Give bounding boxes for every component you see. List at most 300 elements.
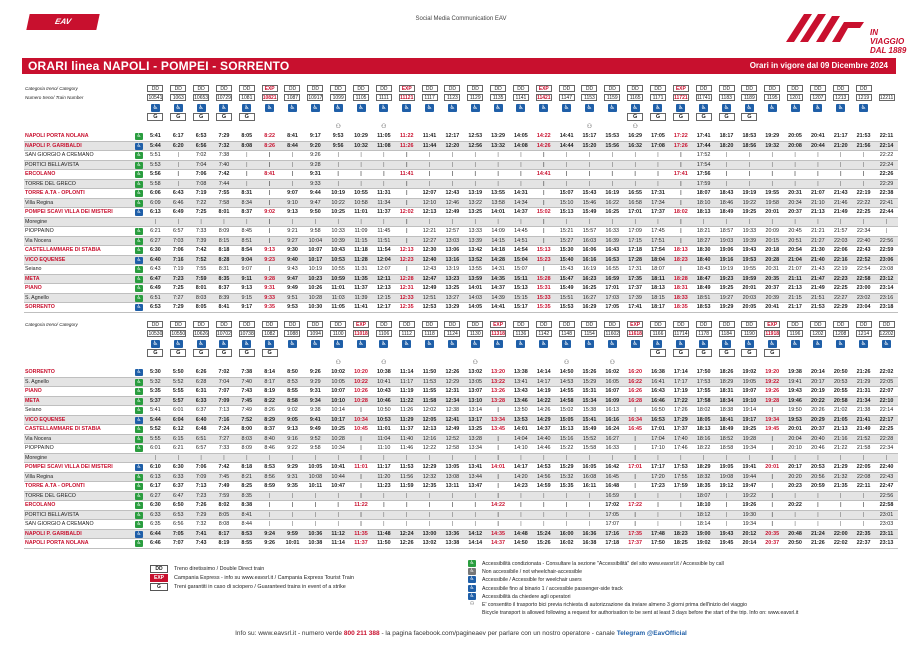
station-name: POMPEI SCAVI VILLA DEI MISTERI <box>24 463 134 473</box>
departure-time: 9:17 <box>304 132 327 142</box>
departure-time: 10:44 <box>327 472 350 482</box>
accessibility-cell <box>578 103 601 113</box>
departure-time: | <box>327 160 350 170</box>
category-value: DD <box>444 321 460 328</box>
departure-time: 15:11 <box>510 274 533 284</box>
wheelchair-icon: ♿ <box>838 340 844 347</box>
departure-time: 8:55 <box>281 387 304 397</box>
legend-item <box>468 560 888 568</box>
departure-time: 15:07 <box>555 189 578 199</box>
departure-time: 8:41 <box>213 303 236 313</box>
wheelchair-icon: ♿ <box>563 340 570 347</box>
departure-time: 12:02 <box>395 208 418 218</box>
wheelchair-icon: ♿ <box>563 104 570 111</box>
departure-time: 14:50 <box>510 539 533 549</box>
departure-time: 12:41 <box>441 415 464 425</box>
departure-time: 23:03 <box>875 520 898 530</box>
departure-time: 7:45 <box>235 396 258 406</box>
departure-time: 18:02 <box>692 406 715 416</box>
departure-time: 19:43 <box>738 246 761 256</box>
category-cell <box>487 320 510 330</box>
train-number-cell <box>624 94 647 104</box>
departure-time: 13:00 <box>418 529 441 539</box>
departure-time: 16:16 <box>601 415 624 425</box>
departure-time: | <box>441 179 464 189</box>
accessibility-cell <box>304 103 327 113</box>
departure-time: 10:41 <box>372 377 395 387</box>
departure-time: 7:13 <box>213 406 236 416</box>
guaranteed-cell <box>258 349 281 359</box>
bike-cell <box>350 358 373 368</box>
category-value: DD <box>833 321 849 328</box>
station-name: SAN GIORGIO A CREMANO <box>24 520 134 530</box>
departure-time: 5:35 <box>144 387 167 397</box>
departure-time: | <box>464 160 487 170</box>
category-cell <box>669 320 692 330</box>
departure-time: | <box>852 179 875 189</box>
guaranteed-cell <box>761 113 784 123</box>
departure-time: 8:37 <box>235 208 258 218</box>
departure-time: | <box>395 265 418 275</box>
accessibility-cell <box>624 339 647 349</box>
departure-time: 15:13 <box>555 208 578 218</box>
departure-time: 20:55 <box>829 387 852 397</box>
guaranteed-cell <box>350 349 373 359</box>
category-cell <box>715 320 738 330</box>
departure-time: 16:06 <box>578 246 601 256</box>
accessibility-row <box>24 103 898 113</box>
station-row <box>24 396 898 406</box>
station-access-cell <box>134 463 144 473</box>
departure-time: 12:38 <box>441 406 464 416</box>
bike-cell <box>213 358 236 368</box>
wheelchair-icon: ♿ <box>469 560 475 566</box>
departure-time: 12:13 <box>418 208 441 218</box>
departure-time: 15:10 <box>555 198 578 208</box>
train-number-cell <box>281 94 304 104</box>
category-cell <box>647 320 670 330</box>
departure-time: | <box>555 217 578 227</box>
station-row <box>24 198 898 208</box>
accessibility-cell <box>418 339 441 349</box>
bike-cell <box>167 122 190 132</box>
station-name: VICO EQUENSE <box>24 255 134 265</box>
departure-time: 23:16 <box>875 293 898 303</box>
departure-time: 17:34 <box>647 198 670 208</box>
validity-date: Orari in vigore dal 09 Dicembre 2024 <box>749 61 888 70</box>
guaranteed-cell <box>258 113 281 123</box>
departure-time: 9:02 <box>281 406 304 416</box>
departure-time: 8:41 <box>235 510 258 520</box>
departure-time: 16:48 <box>601 482 624 492</box>
departure-time: | <box>715 217 738 227</box>
departure-time: 15:57 <box>578 227 601 237</box>
departure-time: 22:23 <box>829 274 852 284</box>
train-number: 1195 <box>764 94 780 101</box>
departure-time: 9:13 <box>281 208 304 218</box>
bike-cell <box>487 122 510 132</box>
departure-time: | <box>532 510 555 520</box>
accessible-by-call-icon: ♿ <box>136 407 142 414</box>
wheelchair-icon: ♿ <box>860 104 867 111</box>
legend-key: G <box>150 583 168 591</box>
departure-time: 9:31 <box>304 170 327 180</box>
departure-time: 7:02 <box>213 368 236 378</box>
departure-time: 7:22 <box>190 198 213 208</box>
departure-time: 20:01 <box>738 284 761 294</box>
departure-time: 13:10 <box>464 396 487 406</box>
departure-time: | <box>418 160 441 170</box>
accessibility-cell <box>715 103 738 113</box>
category-cell <box>144 84 167 94</box>
departure-time: 11:41 <box>350 303 373 313</box>
station-row <box>24 208 898 218</box>
departure-time: | <box>510 453 533 463</box>
departure-time: | <box>647 217 670 227</box>
category-value: DD <box>147 321 163 328</box>
category-value: DD <box>513 321 529 328</box>
departure-time: 14:03 <box>464 293 487 303</box>
accessibility-cell <box>692 339 715 349</box>
departure-time: 8:54 <box>235 246 258 256</box>
wheelchair-icon: ♿ <box>860 340 867 347</box>
category-cell <box>647 84 670 94</box>
departure-time: | <box>715 453 738 463</box>
bike-cell <box>281 122 304 132</box>
departure-time: 22:08 <box>852 472 875 482</box>
departure-time: 18:31 <box>715 387 738 397</box>
departure-time: | <box>806 520 829 530</box>
guaranteed-cell <box>669 113 692 123</box>
guaranteed-cell <box>395 349 418 359</box>
wheelchair-icon: ♿ <box>792 104 798 111</box>
category-cell <box>304 320 327 330</box>
wheelchair-icon: ♿ <box>426 104 433 111</box>
station-name: CASTELLAMMARE DI STABIA <box>24 246 134 256</box>
departure-time: 13:22 <box>464 198 487 208</box>
category-value: DD <box>262 321 278 328</box>
departure-time: 11:50 <box>418 368 441 378</box>
departure-time: | <box>624 217 647 227</box>
departure-time: 15:43 <box>578 189 601 199</box>
bike-cell <box>167 358 190 368</box>
departure-time: 17:07 <box>601 520 624 530</box>
departure-time: 7:24 <box>213 425 236 435</box>
accessible-by-call-icon: ♿ <box>136 237 142 244</box>
departure-time: 20:58 <box>829 396 852 406</box>
departure-time: 6:43 <box>167 189 190 199</box>
category-value: DD <box>696 85 712 92</box>
departure-time: 15:23 <box>532 255 555 265</box>
bike-cell <box>418 358 441 368</box>
departure-time: 14:54 <box>510 246 533 256</box>
departure-time: | <box>555 520 578 530</box>
departure-time: 18:13 <box>669 246 692 256</box>
departure-time: | <box>715 151 738 161</box>
departure-time: 7:02 <box>190 151 213 161</box>
departure-time: 10:11 <box>304 482 327 492</box>
departure-time: 17:23 <box>647 482 670 492</box>
departure-time: 12:46 <box>441 198 464 208</box>
departure-time: 18:32 <box>692 472 715 482</box>
departure-time: 20:17 <box>806 377 829 387</box>
departure-time: 15:38 <box>578 406 601 416</box>
bike-cell <box>806 358 829 368</box>
guaranteed-cell <box>829 113 852 123</box>
departure-time: | <box>555 151 578 161</box>
train-number: 1082 <box>262 330 278 337</box>
departure-time: 7:43 <box>235 387 258 397</box>
departure-time: 13:22 <box>487 377 510 387</box>
train-number: 1111 <box>376 94 392 101</box>
departure-time: 8:19 <box>213 539 236 549</box>
departure-time: | <box>304 453 327 463</box>
train-number: 1094 <box>307 330 323 337</box>
guaranteed-cell <box>304 349 327 359</box>
departure-time: | <box>395 217 418 227</box>
departure-time: 20:26 <box>806 406 829 416</box>
accessibility-cell <box>510 339 533 349</box>
departure-time: 8:26 <box>258 406 281 416</box>
departure-time: 14:55 <box>555 387 578 397</box>
departure-time: | <box>395 453 418 463</box>
bicycle-icon: ⚇ <box>469 600 475 607</box>
departure-time: 13:55 <box>487 189 510 199</box>
guaranteed-cell <box>213 349 236 359</box>
departure-time: 16:45 <box>624 425 647 435</box>
guaranteed-badge: G <box>239 113 255 121</box>
accessibility-cell <box>372 103 395 113</box>
departure-time: 6:49 <box>167 208 190 218</box>
category-value: EXP <box>673 85 689 92</box>
departure-time: 21:07 <box>784 265 807 275</box>
departure-time: | <box>464 151 487 161</box>
wheelchair-icon: ♿ <box>792 340 798 347</box>
departure-time: 10:58 <box>350 198 373 208</box>
departure-time: 19:33 <box>738 227 761 237</box>
category-cell <box>304 84 327 94</box>
departure-time: | <box>647 453 670 463</box>
departure-time: | <box>624 170 647 180</box>
departure-time: 18:02 <box>669 208 692 218</box>
departure-time: | <box>738 453 761 463</box>
departure-time: | <box>624 160 647 170</box>
departure-time: 5:53 <box>144 160 167 170</box>
bike-cell <box>464 122 487 132</box>
departure-time: 19:50 <box>784 406 807 416</box>
departure-time: | <box>555 160 578 170</box>
departure-time: 8:59 <box>258 482 281 492</box>
departure-time: 6:27 <box>144 491 167 501</box>
departure-time: 14:37 <box>532 425 555 435</box>
footer-phone[interactable]: 800 211 388 <box>343 630 380 637</box>
legend-item <box>150 565 450 574</box>
departure-time: 14:41 <box>487 303 510 313</box>
station-row <box>24 482 898 492</box>
departure-time: 10:36 <box>304 529 327 539</box>
station-row <box>24 434 898 444</box>
departure-time: 20:50 <box>784 539 807 549</box>
footer-telegram-link[interactable]: Telegram @EavOfficial <box>616 630 687 637</box>
bicycle-icon: ⚇ <box>381 358 387 366</box>
departure-time: 15:02 <box>532 208 555 218</box>
train-number-cell <box>829 330 852 340</box>
accessibility-cell <box>144 339 167 349</box>
station-name: NAPOLI P. GARIBALDI <box>24 141 134 151</box>
departure-time: 9:30 <box>281 246 304 256</box>
departure-time: 9:49 <box>304 425 327 435</box>
wheelchair-icon: ♿ <box>678 104 684 111</box>
guaranteed-cell <box>601 349 624 359</box>
bike-cell <box>761 122 784 132</box>
departure-time: 14:23 <box>510 482 533 492</box>
departure-time: | <box>281 520 304 530</box>
departure-time: | <box>784 491 807 501</box>
wheelchair-icon: ♿ <box>136 369 142 375</box>
departure-time: 15:16 <box>555 434 578 444</box>
guaranteed-cell <box>806 113 829 123</box>
accessibility-cell <box>144 103 167 113</box>
departure-time: 9:24 <box>258 529 281 539</box>
bicycle-icon: ⚇ <box>563 358 570 366</box>
station-row <box>24 189 898 199</box>
departure-time: 19:28 <box>761 396 784 406</box>
departure-time: 9:13 <box>281 425 304 435</box>
departure-time: 5:41 <box>144 132 167 142</box>
departure-time: 22:34 <box>852 227 875 237</box>
departure-time: 20:56 <box>806 472 829 482</box>
departure-time: 17:22 <box>624 501 647 511</box>
category-value: DD <box>581 321 597 328</box>
category-cell <box>510 84 533 94</box>
departure-time: 12:10 <box>418 198 441 208</box>
guaranteed-cell <box>784 349 807 359</box>
guaranteed-cell <box>418 113 441 123</box>
departure-time: 7:16 <box>213 415 236 425</box>
legend-item <box>468 576 888 584</box>
departure-time: 19:29 <box>761 132 784 142</box>
category-cell <box>806 320 829 330</box>
departure-time: 21:49 <box>852 425 875 435</box>
legend-categories <box>150 565 450 592</box>
departure-time: 7:13 <box>190 482 213 492</box>
departure-time: | <box>624 453 647 463</box>
station-name: Via Nocera <box>24 236 134 246</box>
guaranteed-badge: G <box>147 349 163 357</box>
category-cell <box>464 84 487 94</box>
accessibility-cell <box>624 103 647 113</box>
departure-time: 10:04 <box>304 236 327 246</box>
departure-time: | <box>281 217 304 227</box>
departure-time: | <box>395 198 418 208</box>
train-number-cell <box>784 330 807 340</box>
departure-time: 16:02 <box>601 368 624 378</box>
departure-time: 11:23 <box>372 482 395 492</box>
departure-time: | <box>510 217 533 227</box>
guaranteed-cell <box>624 349 647 359</box>
departure-time: 7:04 <box>190 160 213 170</box>
category-cell <box>578 320 601 330</box>
guaranteed-row <box>24 113 898 123</box>
departure-time: | <box>281 510 304 520</box>
departure-time: | <box>601 170 624 180</box>
departure-time: 20:31 <box>784 189 807 199</box>
train-number-cell <box>601 94 624 104</box>
departure-time: 21:20 <box>829 141 852 151</box>
departure-time: 17:05 <box>601 510 624 520</box>
departure-time: | <box>532 265 555 275</box>
wheelchair-icon: ♿ <box>449 340 456 347</box>
departure-time: | <box>258 453 281 463</box>
departure-time: 7:40 <box>235 377 258 387</box>
title-bar <box>22 58 896 74</box>
departure-time: 12:29 <box>441 377 464 387</box>
guaranteed-cell <box>144 113 167 123</box>
wheelchair-icon: ♿ <box>815 340 821 347</box>
train-number-cell <box>578 94 601 104</box>
legend-accessibility <box>468 560 888 617</box>
departure-time: 10:55 <box>350 189 373 199</box>
accessibility-cell <box>738 339 761 349</box>
departure-time: 9:22 <box>281 444 304 454</box>
departure-time: | <box>601 179 624 189</box>
departure-time: | <box>669 510 692 520</box>
departure-time: 10:30 <box>304 303 327 313</box>
departure-time: 8:29 <box>258 415 281 425</box>
departure-time: 10:29 <box>350 132 373 142</box>
departure-time: 6:21 <box>167 444 190 454</box>
category-value: DD <box>741 321 757 328</box>
train-number: 1183 <box>719 94 735 101</box>
departure-time: 10:26 <box>350 387 373 397</box>
station-access-cell <box>134 189 144 199</box>
departure-time: 17:52 <box>692 151 715 161</box>
departure-time: 13:19 <box>464 189 487 199</box>
departure-time: | <box>578 520 601 530</box>
departure-time: | <box>350 434 373 444</box>
category-value: EXP <box>262 85 278 92</box>
bike-cell <box>692 358 715 368</box>
bike-row-label <box>24 122 134 132</box>
departure-time: 7:52 <box>235 415 258 425</box>
departure-time: 8:03 <box>235 434 258 444</box>
departure-time: 8:50 <box>281 368 304 378</box>
departure-time: 22:11 <box>852 482 875 492</box>
departure-time: | <box>350 482 373 492</box>
departure-time: 14:14 <box>464 539 487 549</box>
departure-time: 12:20 <box>441 141 464 151</box>
accessibility-row <box>24 339 898 349</box>
station-name: PIOPPAINO <box>24 227 134 237</box>
accessibility-cell <box>235 103 258 113</box>
train-number-cell <box>578 330 601 340</box>
departure-time: 22:02 <box>875 368 898 378</box>
departure-time: 11:09 <box>350 227 373 237</box>
departure-time: 14:29 <box>532 415 555 425</box>
station-name: PIOPPAINO <box>24 444 134 454</box>
departure-time: 11:39 <box>350 293 373 303</box>
category-cell <box>852 320 875 330</box>
accessible-by-call-icon: ♿ <box>136 426 142 433</box>
departure-time: 7:42 <box>213 463 236 473</box>
departure-time: 12:21 <box>418 227 441 237</box>
departure-time: 12:58 <box>441 444 464 454</box>
accessible-by-call-icon: ♿ <box>136 483 142 490</box>
departure-time: 8:58 <box>281 396 304 406</box>
departure-time: 6:33 <box>167 472 190 482</box>
departure-time: 14:37 <box>487 539 510 549</box>
category-value: DD <box>559 321 575 328</box>
